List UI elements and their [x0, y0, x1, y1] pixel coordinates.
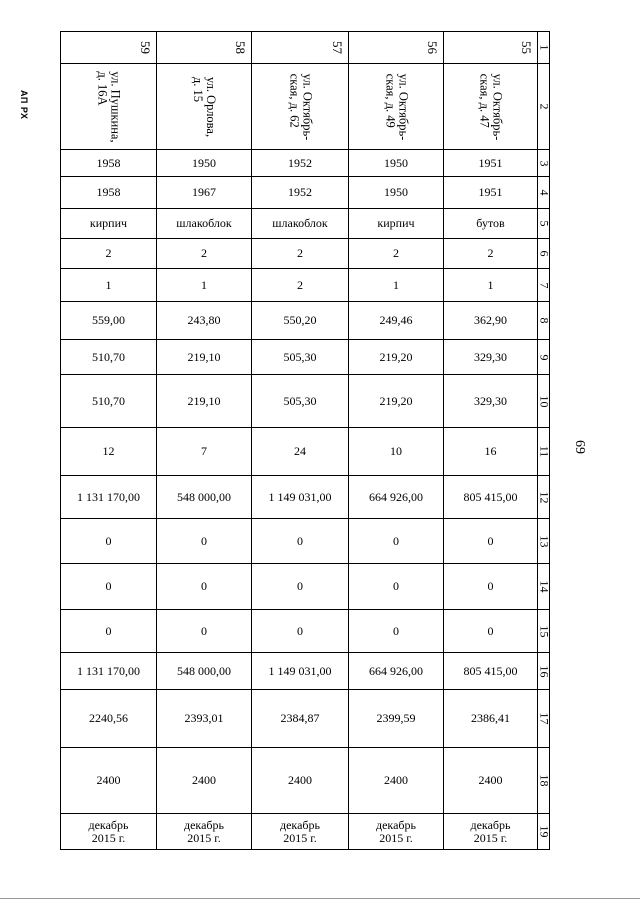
table-cell: [61, 564, 157, 610]
column-number-cell: [538, 814, 550, 850]
cell-value: шлакоблок: [272, 216, 328, 230]
table-cell: [349, 428, 444, 476]
table-row: [61, 340, 550, 375]
cell-value: 0: [201, 579, 207, 593]
cell-value: 2400: [288, 773, 312, 787]
cell-value: 1951: [478, 185, 503, 199]
table-cell: [444, 302, 538, 340]
table-row: [61, 564, 550, 610]
cell-value: 12: [102, 444, 115, 458]
cell-value: 1950: [192, 155, 216, 170]
table-cell: [61, 476, 157, 519]
column-number: 11: [537, 445, 552, 458]
cell-value: 0: [487, 579, 494, 593]
table-cell: [444, 239, 538, 269]
table-row: [61, 177, 550, 209]
cell-value: 510,70: [92, 393, 125, 408]
table-cell: [61, 653, 157, 690]
table-cell: [61, 177, 157, 209]
cell-value: 1967: [192, 185, 216, 199]
table-cell: [444, 375, 538, 428]
column-number: 13: [537, 535, 552, 547]
table-cell: [349, 64, 444, 150]
table-row: [61, 748, 550, 814]
cell-value: 2: [105, 246, 112, 260]
cell-value: 805 415,00: [463, 663, 518, 678]
column-number-cell: [538, 64, 550, 150]
table-cell: [349, 564, 444, 610]
table-cell: [157, 239, 252, 269]
cell-value: 24: [294, 444, 306, 458]
column-number: 19: [537, 825, 552, 838]
table-cell: [349, 150, 444, 177]
table-cell: [252, 610, 349, 653]
table-row: [61, 150, 550, 177]
cell-value: бутов: [476, 216, 505, 230]
cell-value: 1 149 031,00: [268, 663, 332, 678]
cell-value: 0: [297, 579, 303, 593]
table-cell: [349, 177, 444, 209]
table-row: [61, 610, 550, 653]
cell-value: 1958: [96, 185, 121, 199]
table-cell: [61, 748, 157, 814]
column-number-cell: [538, 653, 550, 690]
cell-value: 2393,01: [184, 711, 224, 725]
cell-value: 1952: [288, 185, 312, 199]
table-cell: [444, 476, 538, 519]
cell-value: 0: [393, 623, 399, 638]
table-cell: [252, 302, 349, 340]
cell-value: 2400: [192, 773, 216, 787]
column-number-cell: [538, 32, 550, 64]
column-number-cell: [538, 209, 550, 239]
cell-value: 1 131 170,00: [77, 663, 140, 678]
table-cell: [444, 653, 538, 690]
table-cell: [157, 428, 252, 476]
cell-value: 0: [487, 533, 494, 548]
table-cell: [157, 748, 252, 814]
table-cell: [61, 269, 157, 302]
deadline-cell-text: декабрь 2015 г.: [280, 817, 320, 845]
table-cell: [61, 428, 157, 476]
address-cell-text: ул. Орлова, д. 15: [190, 76, 218, 137]
column-number: 1: [537, 44, 551, 51]
cell-value: 219,20: [379, 393, 413, 408]
column-number: 15: [537, 625, 552, 637]
table-row: [61, 269, 550, 302]
column-number-cell: [538, 690, 550, 748]
table-cell: [157, 302, 252, 340]
cell-value: 2: [297, 246, 303, 260]
table-row: [61, 64, 550, 150]
table-cell: [444, 340, 538, 375]
table-cell: [61, 340, 157, 375]
cell-value: 2: [393, 246, 399, 260]
table-cell: [349, 269, 444, 302]
table-cell: [349, 690, 444, 748]
page-bottom-rule: [0, 898, 640, 899]
column-number: 14: [537, 580, 552, 593]
table-cell: [61, 519, 157, 564]
table-cell: [444, 32, 538, 64]
cell-value: 0: [393, 579, 399, 593]
table-cell: [349, 209, 444, 239]
table-cell: [349, 653, 444, 690]
table-cell: [444, 428, 538, 476]
table-cell: [61, 610, 157, 653]
table-cell: [349, 519, 444, 564]
table-row: [61, 814, 550, 850]
cell-value: 1: [487, 277, 494, 292]
column-number: 12: [537, 491, 552, 503]
column-number-cell: [538, 610, 550, 653]
archive-stamp-label: АП РХ: [19, 90, 29, 120]
table-cell: [157, 814, 252, 850]
column-number: 8: [537, 317, 551, 324]
column-number-cell: [538, 428, 550, 476]
column-number-cell: [538, 239, 550, 269]
cell-value: 0: [201, 533, 207, 548]
cell-value: 243,80: [187, 313, 221, 327]
cell-value: 2240,56: [89, 711, 128, 725]
table-cell: [157, 610, 252, 653]
cell-value: 505,30: [283, 349, 317, 364]
table-row: [61, 653, 550, 690]
table-cell: [61, 690, 157, 748]
cell-value: 219,20: [379, 349, 413, 364]
record-number: 57: [330, 40, 345, 54]
table-cell: [61, 150, 157, 177]
cell-value: 329,30: [474, 349, 507, 364]
cell-value: 0: [297, 623, 303, 638]
table-cell: [157, 269, 252, 302]
cell-value: 362,90: [474, 313, 507, 327]
table-cell: [349, 239, 444, 269]
cell-value: 1958: [96, 155, 121, 170]
column-number: 10: [537, 395, 552, 407]
table-cell: [61, 209, 157, 239]
table-cell: [252, 564, 349, 610]
cell-value: 1: [201, 277, 207, 292]
cell-value: 0: [105, 623, 112, 638]
deadline-cell-text: декабрь 2015 г.: [88, 817, 129, 845]
column-number-cell: [538, 476, 550, 519]
cell-value: 0: [487, 623, 494, 638]
table-cell: [349, 302, 444, 340]
table-cell: [444, 610, 538, 653]
cell-value: 7: [201, 444, 207, 458]
table-cell: [444, 564, 538, 610]
cell-value: 805 415,00: [463, 489, 518, 504]
table-row: [61, 375, 550, 428]
cell-value: 16: [484, 444, 497, 458]
table-cell: [61, 32, 157, 64]
cell-value: 1: [393, 277, 399, 292]
table-cell: [252, 269, 349, 302]
record-number: 58: [233, 40, 248, 54]
table-cell: [252, 690, 349, 748]
cell-value: 0: [105, 533, 112, 548]
table-row: [61, 428, 550, 476]
cell-value: 2: [487, 246, 494, 260]
cell-value: 550,20: [283, 313, 317, 327]
table-cell: [444, 209, 538, 239]
table-cell: [157, 150, 252, 177]
record-number: 59: [138, 40, 153, 54]
column-number-cell: [538, 748, 550, 814]
record-number: 56: [425, 40, 440, 54]
table-cell: [444, 519, 538, 564]
table-cell: [252, 814, 349, 850]
cell-value: 249,46: [379, 313, 413, 327]
column-number-cell: [538, 340, 550, 375]
table-row: [61, 690, 550, 748]
cell-value: 559,00: [92, 313, 125, 327]
cell-value: 1 149 031,00: [268, 489, 332, 504]
column-number: 18: [537, 774, 552, 787]
column-number: 6: [537, 250, 551, 257]
cell-value: 548 000,00: [177, 663, 231, 678]
table-cell: [444, 269, 538, 302]
table-cell: [444, 690, 538, 748]
table-row: [61, 239, 550, 269]
column-number-cell: [538, 375, 550, 428]
table-cell: [349, 814, 444, 850]
table-cell: [252, 150, 349, 177]
cell-value: 0: [393, 533, 399, 548]
table-cell: [349, 476, 444, 519]
cell-value: 510,70: [92, 349, 125, 364]
column-number: 4: [537, 189, 551, 196]
table-cell: [61, 302, 157, 340]
table-cell: [444, 64, 538, 150]
cell-value: 2386,41: [471, 711, 510, 725]
table-cell: [61, 375, 157, 428]
column-number: 9: [537, 354, 551, 360]
table-cell: [61, 814, 157, 850]
table-cell: [252, 32, 349, 64]
cell-value: 0: [201, 623, 207, 638]
address-cell-text: ул. Пушкина, д. 16А: [95, 70, 123, 143]
cell-value: кирпич: [377, 216, 415, 230]
table-cell: [444, 748, 538, 814]
table-cell: [349, 748, 444, 814]
table-cell: [349, 32, 444, 64]
table-cell: [252, 428, 349, 476]
column-number-cell: [538, 564, 550, 610]
table-cell: [349, 340, 444, 375]
record-number: 55: [519, 40, 534, 54]
table-cell: [349, 610, 444, 653]
cell-value: 1952: [288, 155, 312, 170]
table-row: [61, 32, 550, 64]
column-number-cell: [538, 519, 550, 564]
cell-value: 1950: [384, 185, 408, 199]
table-cell: [444, 814, 538, 850]
cell-value: 664 926,00: [369, 663, 423, 678]
table-cell: [61, 239, 157, 269]
table-cell: [252, 375, 349, 428]
deadline-cell-text: декабрь 2015 г.: [376, 817, 416, 845]
cell-value: 505,30: [283, 393, 317, 408]
cell-value: 2400: [96, 773, 121, 787]
page-number: 69: [572, 440, 587, 454]
cell-value: 0: [105, 579, 112, 593]
table-cell: [252, 209, 349, 239]
table-cell: [252, 239, 349, 269]
cell-value: кирпич: [89, 216, 128, 230]
table-cell: [252, 340, 349, 375]
cell-value: 10: [390, 444, 402, 458]
column-number: 16: [537, 665, 552, 677]
table-cell: [252, 519, 349, 564]
table-cell: [157, 64, 252, 150]
table-row: [61, 476, 550, 519]
cell-value: 1: [105, 277, 112, 292]
table-cell: [157, 177, 252, 209]
cell-value: 664 926,00: [369, 489, 423, 504]
address-cell-text: ул. Октябрь- ская, д. 62: [287, 73, 314, 140]
table-cell: [444, 150, 538, 177]
column-number: 7: [537, 282, 551, 288]
table-cell: [252, 476, 349, 519]
column-number-cell: [538, 150, 550, 177]
table-cell: [252, 177, 349, 209]
table-cell: [157, 690, 252, 748]
deadline-cell-text: декабрь 2015 г.: [470, 817, 511, 845]
table-cell: [157, 375, 252, 428]
column-number-cell: [538, 302, 550, 340]
column-number: 3: [537, 160, 551, 166]
address-cell-text: ул. Октябрь- ская, д. 47: [477, 73, 505, 140]
table-cell: [157, 476, 252, 519]
table-cell: [252, 748, 349, 814]
table-cell: [444, 177, 538, 209]
column-number: 5: [537, 220, 551, 227]
table-cell: [157, 340, 252, 375]
cell-value: 2399,59: [376, 711, 416, 725]
table-row: [61, 209, 550, 239]
table-cell: [252, 653, 349, 690]
column-number: 17: [537, 712, 552, 725]
cell-value: 2400: [478, 773, 503, 787]
cell-value: 219,10: [187, 349, 221, 364]
table-cell: [157, 209, 252, 239]
table-cell: [157, 32, 252, 64]
cell-value: 2384,87: [280, 711, 320, 725]
column-number-cell: [538, 269, 550, 302]
table-row: [61, 302, 550, 340]
cell-value: 329,30: [474, 393, 507, 408]
cell-value: 1950: [384, 155, 408, 170]
column-number-cell: [538, 177, 550, 209]
address-cell-text: ул. Октябрь- ская, д. 49: [383, 73, 410, 140]
cell-value: шлакоблок: [176, 216, 232, 230]
table-cell: [157, 519, 252, 564]
housing-register-table: [60, 31, 550, 850]
cell-value: 2: [297, 277, 303, 292]
cell-value: 1 131 170,00: [77, 489, 140, 504]
cell-value: 2: [201, 246, 207, 260]
table-row: [61, 519, 550, 564]
cell-value: 0: [297, 533, 303, 548]
table-cell: [157, 653, 252, 690]
table-cell: [349, 375, 444, 428]
column-number: 2: [537, 103, 551, 110]
table-cell: [157, 564, 252, 610]
cell-value: 2400: [384, 773, 408, 787]
deadline-cell-text: декабрь 2015 г.: [184, 817, 224, 845]
cell-value: 1951: [478, 155, 503, 170]
cell-value: 219,10: [187, 393, 221, 408]
cell-value: 548 000,00: [177, 489, 231, 504]
table-cell: [252, 64, 349, 150]
table-cell: [61, 64, 157, 150]
